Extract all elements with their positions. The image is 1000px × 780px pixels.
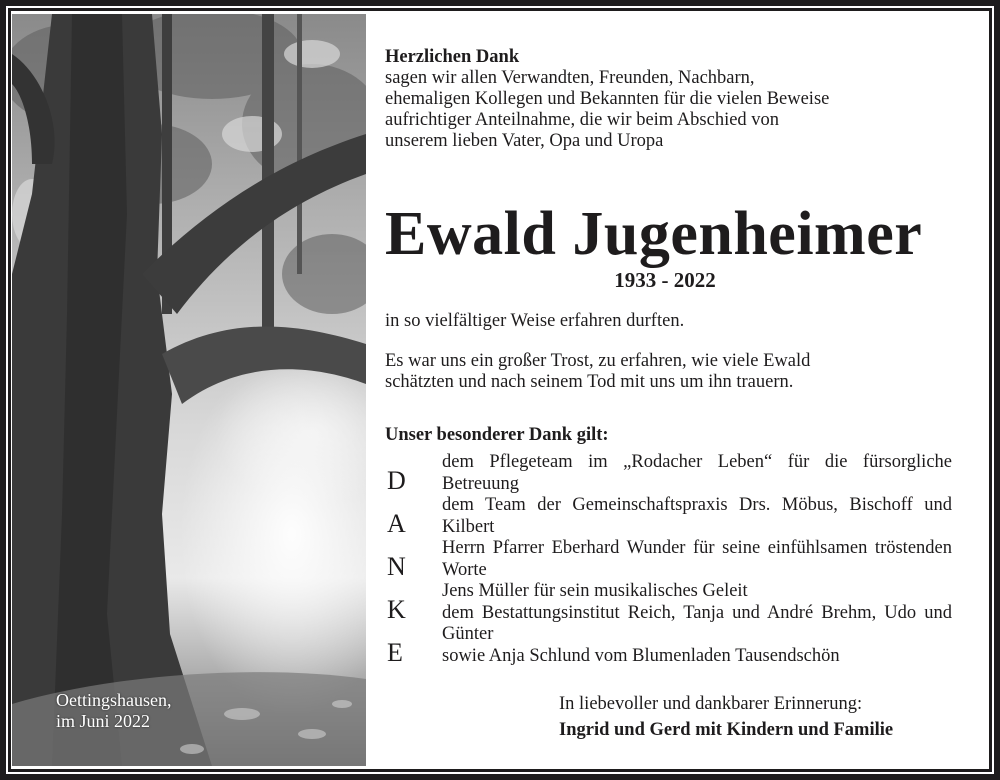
outer-frame xyxy=(6,6,994,774)
date-text: im Juni 2022 xyxy=(56,711,151,731)
closing-line: In liebevoller und dankbarer Erinnerung: xyxy=(559,694,863,714)
tree-illustration xyxy=(12,14,366,766)
signature: Ingrid und Gerd mit Kindern und Familie xyxy=(559,720,894,740)
intro-line: aufrichtiger Anteilnahme, die wir beim Abschied von xyxy=(385,110,780,130)
intro-line: ehemaligen Kollegen und Bekannten für die vielen Beweise xyxy=(385,89,830,109)
thanks-item: sowie Anja Schlund vom Blumenladen Tausendschön xyxy=(442,645,840,666)
danke-letter: D xyxy=(387,466,406,495)
thanks-list xyxy=(442,452,952,667)
intro-block xyxy=(385,47,965,152)
danke-letter: E xyxy=(387,638,403,667)
place-text: Oettingshausen, xyxy=(56,690,172,710)
paragraph-line: Es war uns ein großer Trost, zu erfahren, wie viele Ewald xyxy=(385,351,811,371)
danke-acrostic xyxy=(387,459,417,674)
obituary-notice xyxy=(11,11,989,769)
place-date xyxy=(56,690,171,732)
danke-letter: K xyxy=(387,595,406,624)
thanks-heading: Unser besonderer Dank gilt: xyxy=(385,425,609,445)
intro-line: unserem lieben Vater, Opa und Uropa xyxy=(385,131,664,151)
life-years: 1933 - 2022 xyxy=(614,268,716,292)
danke-letter: N xyxy=(387,552,406,581)
inner-frame xyxy=(8,8,992,772)
thanks-item: dem Pflegeteam im „Rodacher Leben“ für die fürsorgliche Betreuung xyxy=(442,452,952,494)
paragraph-2 xyxy=(385,351,965,393)
thanks-item: dem Team der Gemeinschaftspraxis Drs. Möbus, Bischoff und Kilbert xyxy=(442,495,952,537)
tree-photo xyxy=(12,14,366,766)
thanks-item: Jens Müller für sein musikalisches Geleit xyxy=(442,581,748,601)
text-column xyxy=(385,11,989,769)
danke-letter: A xyxy=(387,509,406,538)
intro-heading: Herzlichen Dank xyxy=(385,47,520,67)
paragraph-1: in so vielfältiger Weise erfahren durften. xyxy=(385,311,685,331)
thanks-item: dem Bestattungsinstitut Reich, Tanja und André Brehm, Udo und Günter xyxy=(442,602,952,644)
deceased-name: Ewald Jugenheimer xyxy=(385,200,923,268)
thanks-item: Herrn Pfarrer Eberhard Wunder für seine einfühlsamen tröstenden Worte xyxy=(442,538,952,580)
intro-line: sagen wir allen Verwandten, Freunden, Nachbarn, xyxy=(385,68,755,88)
paragraph-line: schätzten und nach seinem Tod mit uns um ihn trauern. xyxy=(385,372,794,392)
